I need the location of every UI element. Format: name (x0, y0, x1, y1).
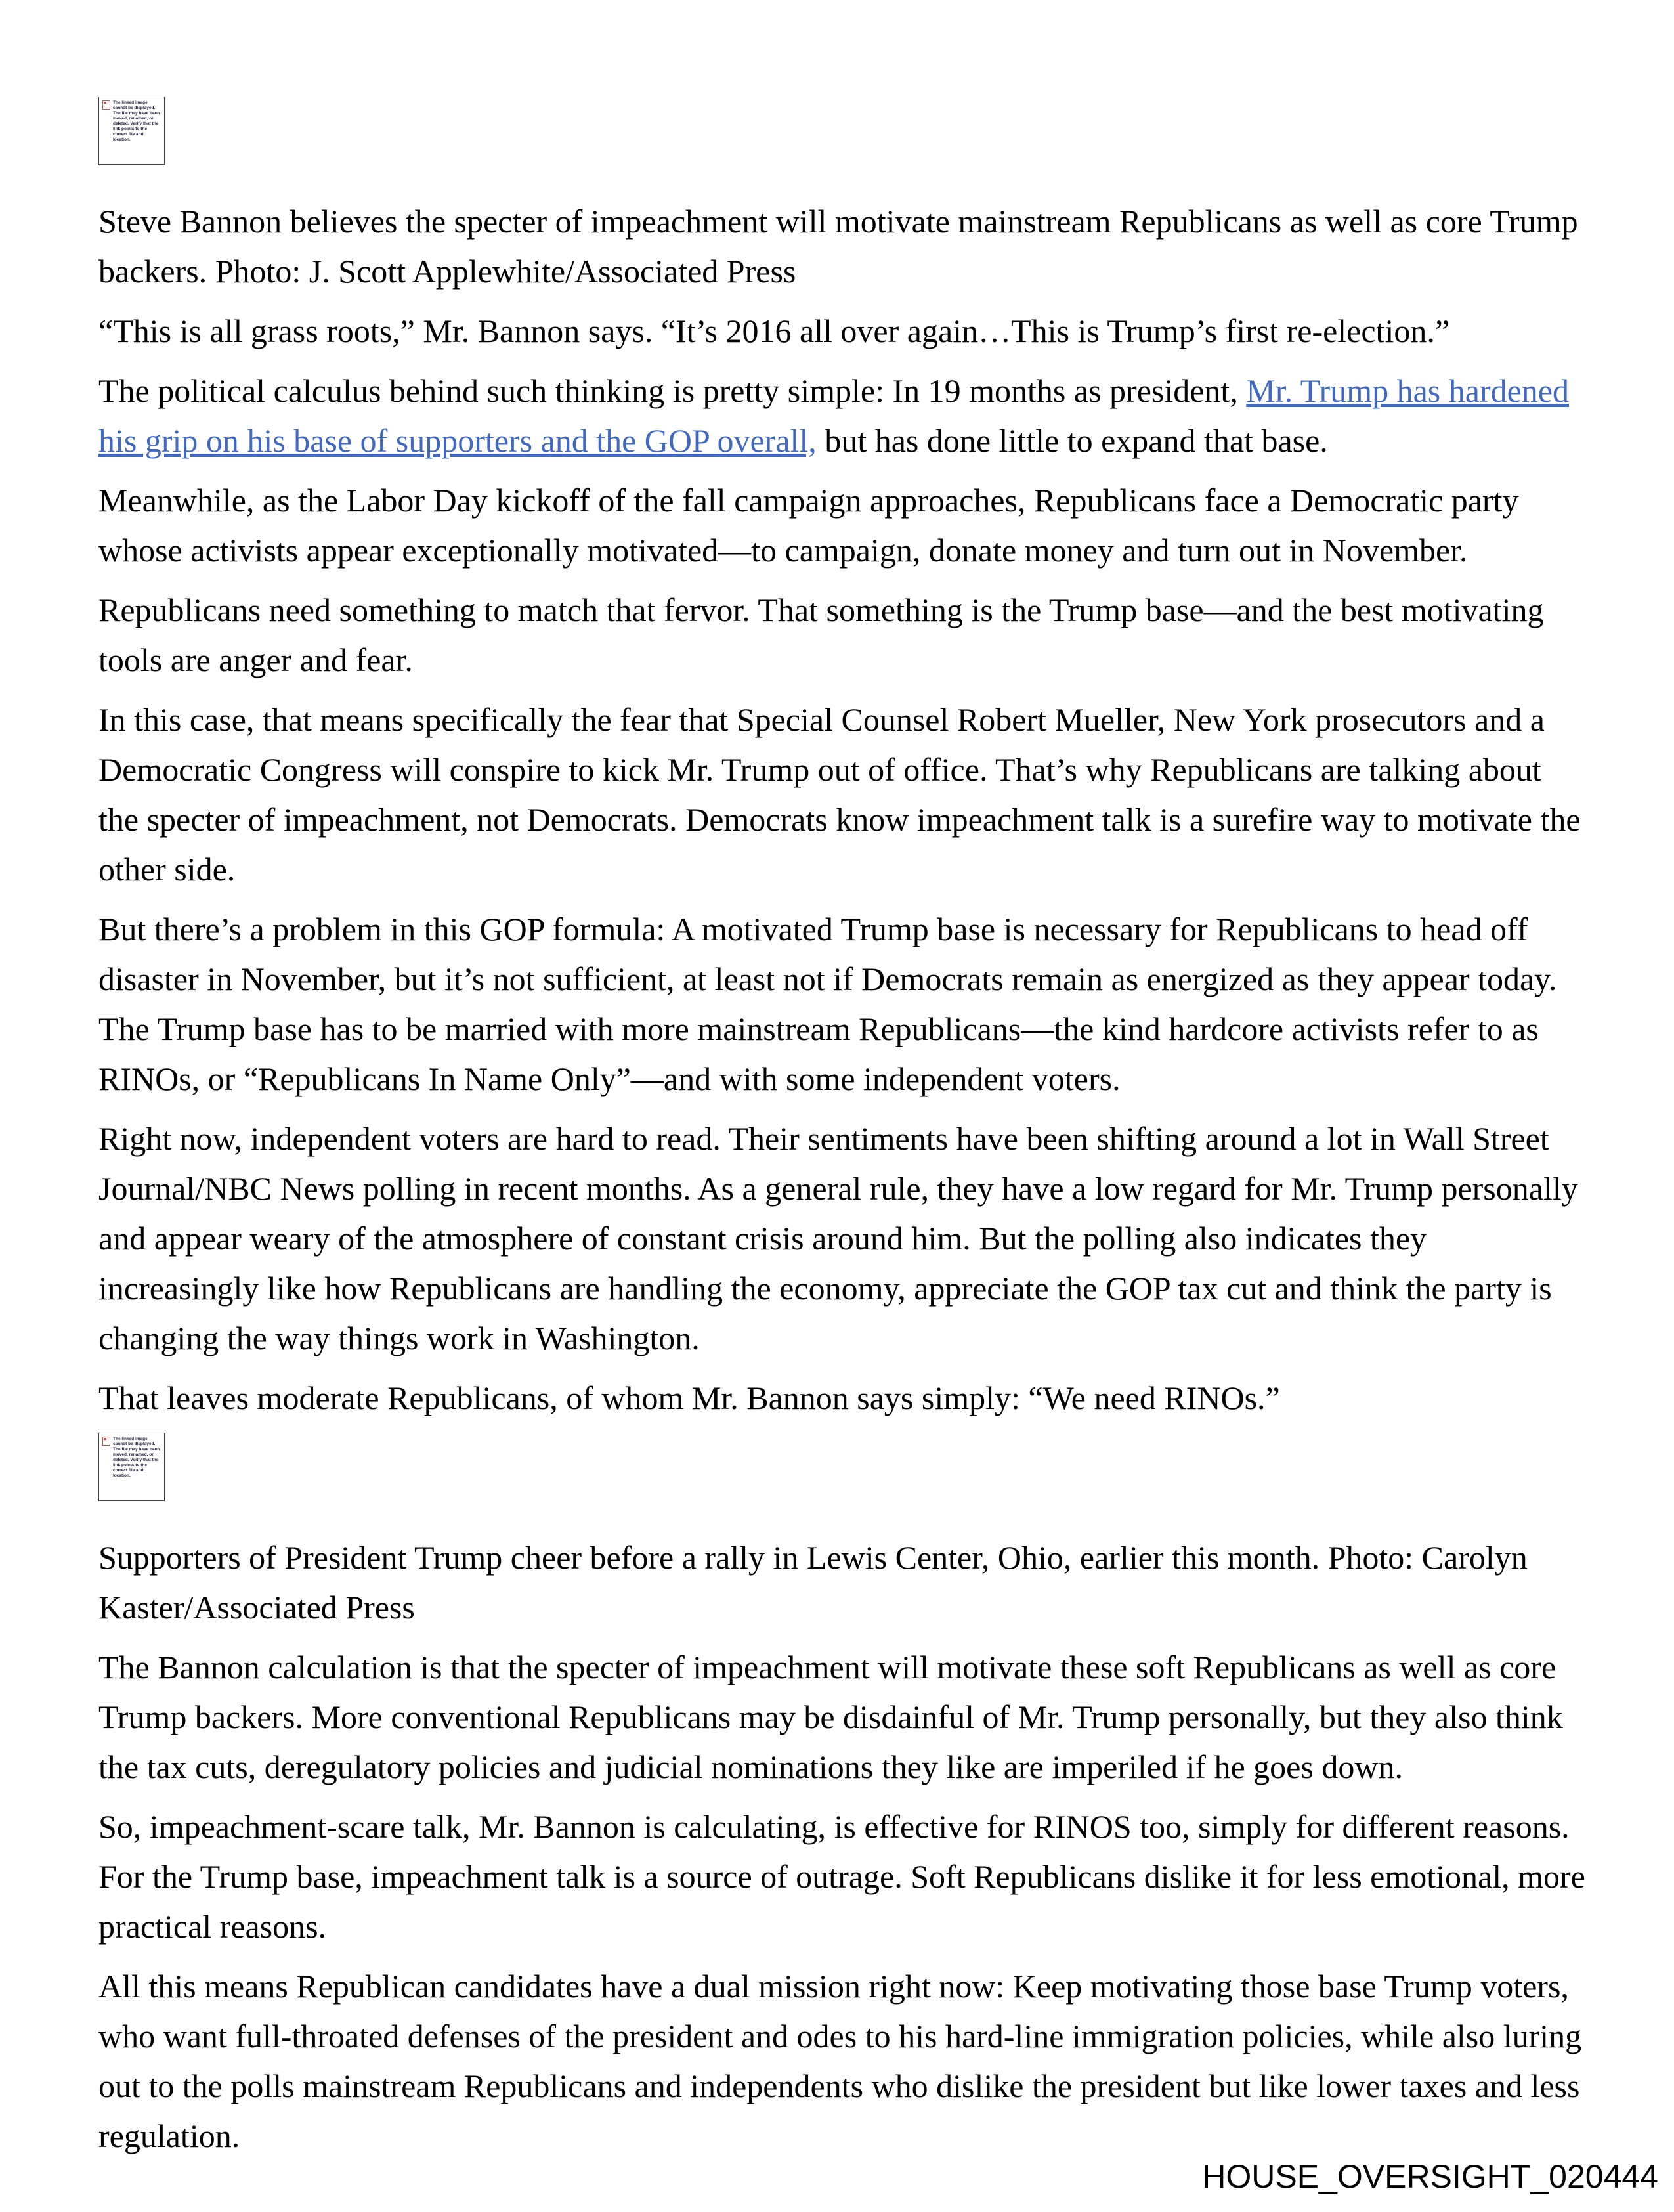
broken-image-alt-text: The linked image cannot be displayed. The file may have been moved, renamed, or deleted. Verify that the link points to the correct file and location. (113, 1437, 160, 1478)
photo-caption-2: Supporters of President Trump cheer before a rally in Lewis Center, Ohio, earlier this month. Photo: Carolyn Kaster/Associated Press (98, 1539, 1528, 1626)
paragraph-quote: “This is all grass roots,” Mr. Bannon says. “It’s 2016 all over again…This is Trump’s first re-election.” (98, 313, 1450, 349)
paragraph-dual-mission: All this means Republican candidates have a dual mission right now: Keep motivating those base Trump voters, who want full-throated defenses of the president and odes to his hard-line immigration policies, while also luring out to the polls mainstream Republicans and independents who dislike the president but like lower taxes and less regulation. (98, 1968, 1582, 2154)
paragraph-bannon-calculation: The Bannon calculation is that the specter of impeachment will motivate these soft Republicans as well as core Trump backers. More conventional Republicans may be disdainful of Mr. Trump personally, but they also think the tax cuts, deregulatory policies and judicial nominations they like are imperiled if he goes down. (98, 1649, 1563, 1785)
broken-image-placeholder-2 (98, 1433, 165, 1501)
paragraph-independent-voters: Right now, independent voters are hard to read. Their sentiments have been shifting around a lot in Wall Street Journal/NBC News polling in recent months. As a general rule, they have a low regard for Mr. Trump personally and appear weary of the atmosphere of constant crisis around him. But the polling also indicates they increasingly like how Republicans are handling the economy, appreciate the GOP tax cut and think the party is changing the way things work in Washington. (98, 1120, 1578, 1356)
trump-grip-link[interactable]: Mr. Trump has hardened his grip on his base of supporters and the GOP overall, (98, 372, 1569, 459)
paragraph-calculus-after: but has done little to expand that base. (816, 422, 1328, 459)
paragraph-mueller-fear: In this case, that means specifically the fear that Special Counsel Robert Mueller, New York prosecutors and a Democratic Congress will conspire to kick Mr. Trump out of office. That’s why Republicans are talking about the specter of impeachment, not Democrats. Democrats know impeachment talk is a surefire way to motivate the other side. (98, 701, 1581, 888)
paragraph-gop-formula: But there’s a problem in this GOP formula: A motivated Trump base is necessary for Republicans to head off disaster in November, but it’s not sufficient, at least not if Democrats remain as energized as they appear today. The Trump base has to be married with more mainstream Republicans—the kind hardcore activists refer to as RINOs, or “Republicans In Name Only”—and with some independent voters. (98, 911, 1557, 1097)
photo-caption-1: Steve Bannon believes the specter of impeachment will motivate mainstream Republicans as well as core Trump backers. Photo: J. Scott Applewhite/Associated Press (98, 203, 1578, 290)
paragraph-impeachment-scare: So, impeachment-scare talk, Mr. Bannon is calculating, is effective for RINOS too, simply for different reasons. For the Trump base, impeachment talk is a source of outrage. Soft Republicans dislike it for less emotional, more practical reasons. (98, 1808, 1585, 1945)
article-content (98, 97, 1589, 2171)
broken-image-alt-text: The linked image cannot be displayed. The file may have been moved, renamed, or deleted. Verify that the link points to the correct file and location. (113, 100, 160, 142)
broken-image-placeholder-1 (98, 97, 165, 165)
broken-image-icon (102, 1437, 110, 1446)
paragraph-fervor: Republicans need something to match that fervor. That something is the Trump base—and the best motivating tools are anger and fear. (98, 592, 1544, 678)
bates-stamp: HOUSE_OVERSIGHT_020444 (1202, 2158, 1658, 2195)
paragraph-need-rinos: That leaves moderate Republicans, of whom Mr. Bannon says simply: “We need RINOs.” (98, 1379, 1280, 1416)
broken-image-icon (102, 100, 110, 110)
paragraph-calculus-before: The political calculus behind such thinking is pretty simple: In 19 months as president, (98, 372, 1247, 409)
paragraph-calculus (98, 366, 1589, 466)
paragraph-meanwhile: Meanwhile, as the Labor Day kickoff of the fall campaign approaches, Republicans face a Democratic party whose activists appear exceptionally motivated—to campaign, donate money and turn out in November. (98, 482, 1519, 569)
